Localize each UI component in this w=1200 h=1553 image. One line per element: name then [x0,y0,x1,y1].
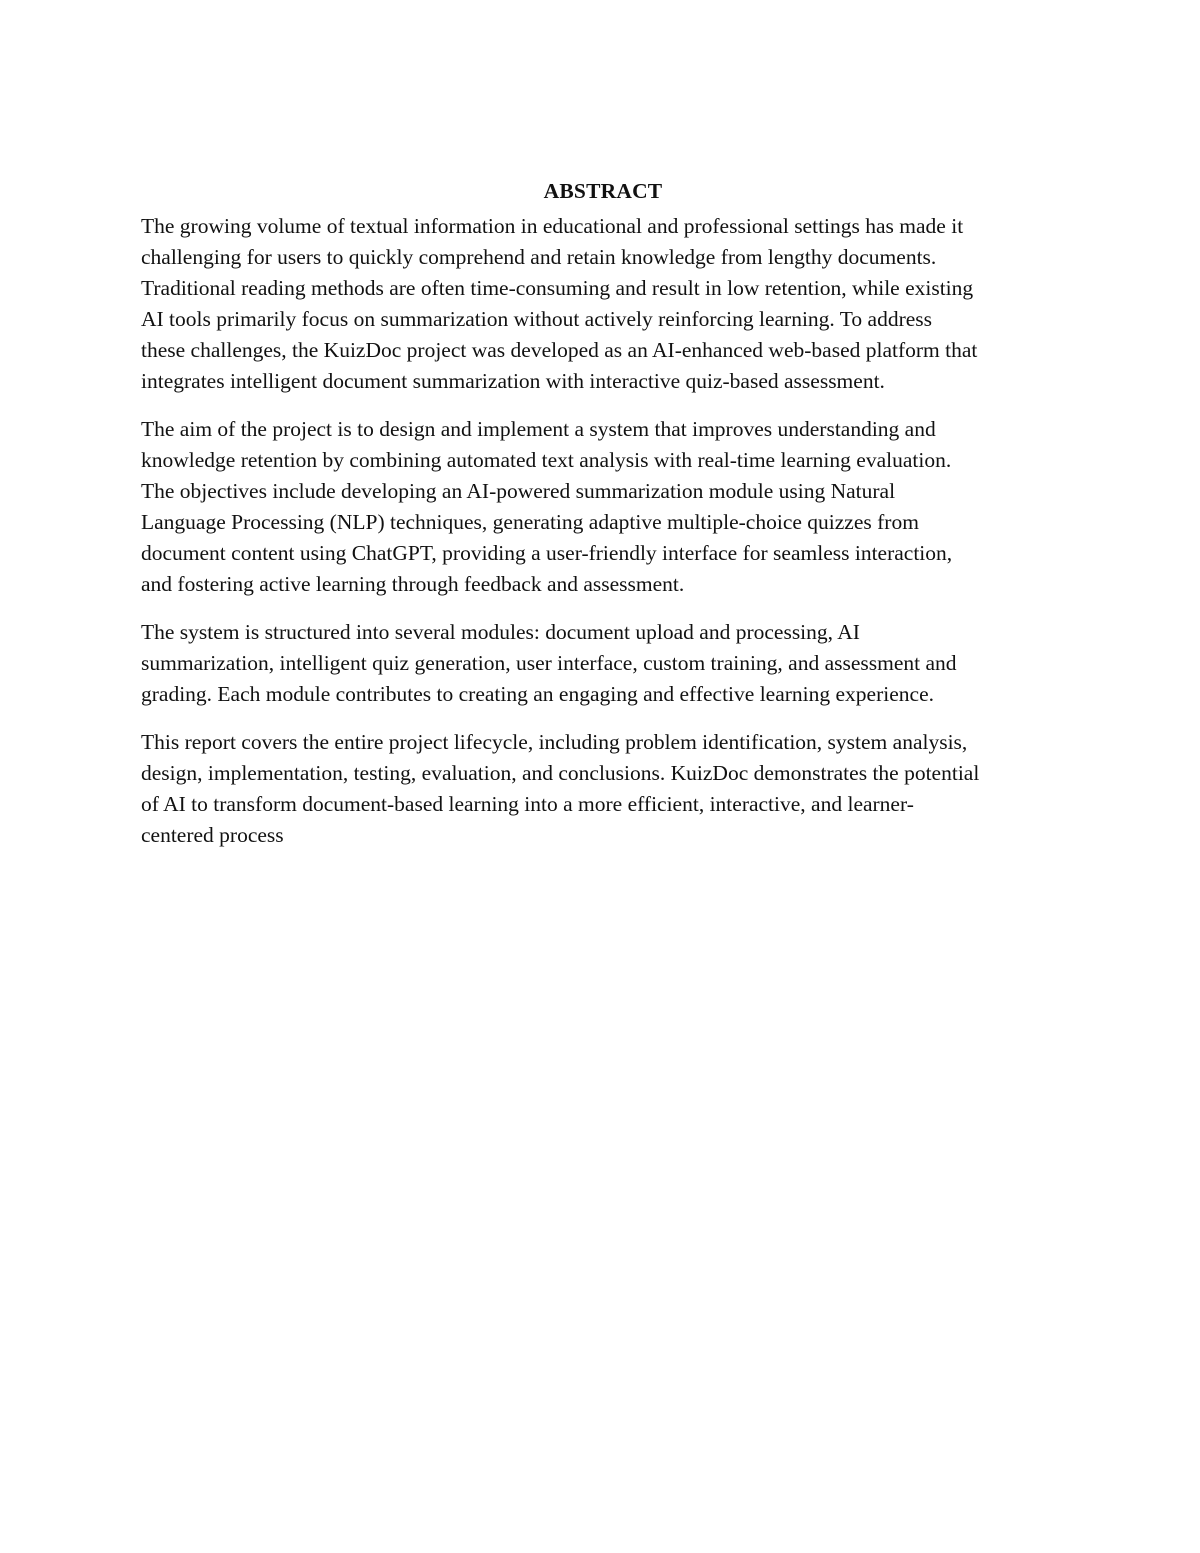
paragraph-line: The aim of the project is to design and implement a system that improves understanding and [141,417,936,441]
paragraph-line: Language Processing (NLP) techniques, generating adaptive multiple-choice quizzes from [141,510,919,534]
abstract-heading: ABSTRACT [543,179,663,203]
paragraph-line: centered process [141,823,284,847]
paragraph-line: document content using ChatGPT, providing a user-friendly interface for seamless interaction, [141,541,953,565]
paragraph-line: and fostering active learning through feedback and assessment. [141,572,685,596]
paragraph-line: integrates intelligent document summarization with interactive quiz-based assessment. [141,369,885,393]
paragraph-line: summarization, intelligent quiz generation, user interface, custom training, and assessment and [141,651,957,675]
paragraph-line: The growing volume of textual information in educational and professional settings has made it [141,214,964,238]
paragraph-2 [141,414,1065,600]
document-body [141,176,1065,868]
paragraph-line: AI tools primarily focus on summarization without actively reinforcing learning. To address [141,307,933,331]
paragraph-3 [141,617,1065,710]
paragraph-line: Traditional reading methods are often time-consuming and result in low retention, while existing [141,276,974,300]
paragraph-1 [141,211,1065,397]
paragraph-line: these challenges, the KuizDoc project was developed as an AI-enhanced web-based platform that [141,338,978,362]
paragraph-line: design, implementation, testing, evaluation, and conclusions. KuizDoc demonstrates the potential [141,761,980,785]
paragraph-line: knowledge retention by combining automated text analysis with real-time learning evaluation. [141,448,952,472]
paragraph-line: The objectives include developing an AI-powered summarization module using Natural [141,479,896,503]
paragraph-line: of AI to transform document-based learning into a more efficient, interactive, and learner- [141,792,914,816]
paragraph-line: This report covers the entire project lifecycle, including problem identification, system analysis, [141,730,968,754]
paragraph-line: grading. Each module contributes to creating an engaging and effective learning experience. [141,682,934,706]
paragraph-line: The system is structured into several modules: document upload and processing, AI [141,620,860,644]
paragraph-line: challenging for users to quickly comprehend and retain knowledge from lengthy documents. [141,245,937,269]
paragraph-4 [141,727,1065,851]
